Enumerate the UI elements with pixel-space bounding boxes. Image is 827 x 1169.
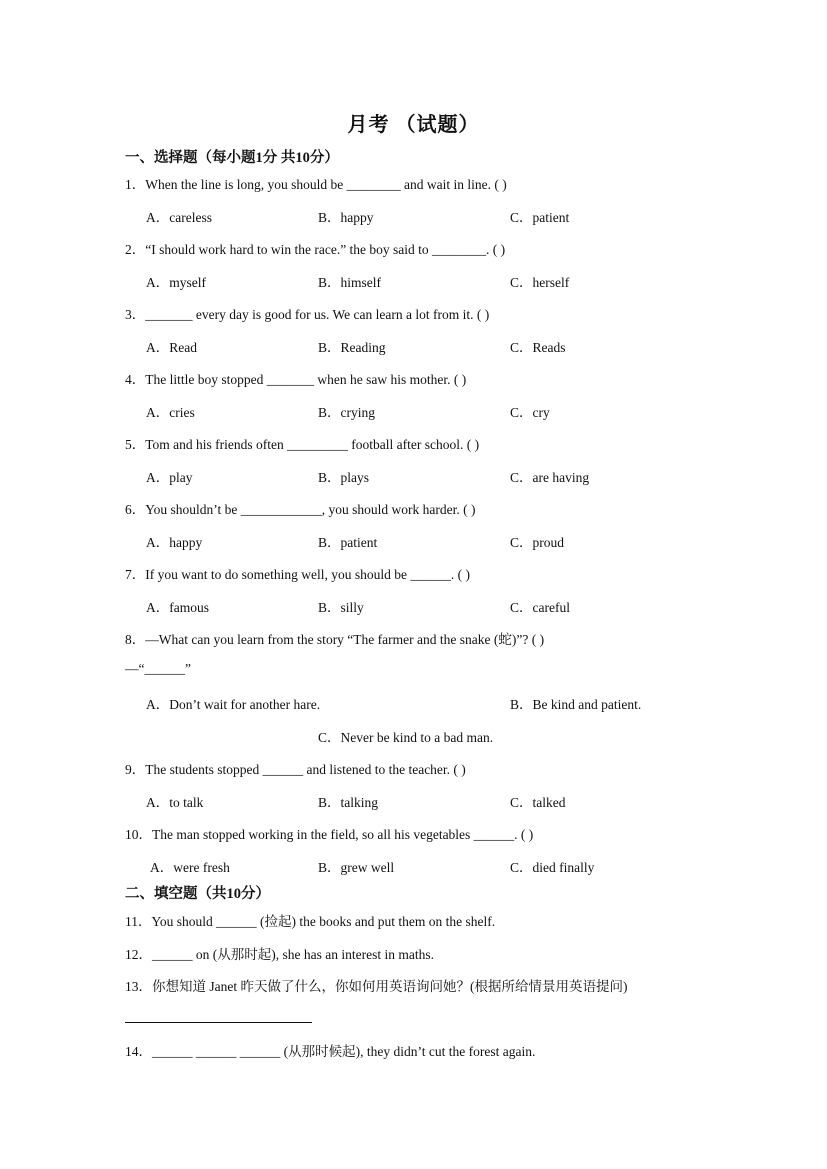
question-11: 11．You should ______ (捡起) the books and put them on the shelf. (125, 914, 496, 929)
q9-option-a: A．to talk (146, 795, 204, 810)
q4-option-b: B．crying (318, 405, 375, 420)
q5-option-a: A．play (146, 470, 193, 485)
q5-option-c: C．are having (510, 470, 590, 485)
q7-option-b: B．silly (318, 600, 364, 615)
q3-option-c: C．Reads (510, 340, 566, 355)
q4-option-c: C．cry (510, 405, 550, 420)
q2-option-b: B．himself (318, 275, 381, 290)
q6-option-a: A．happy (146, 535, 203, 550)
q7-option-a: A．famous (146, 600, 209, 615)
q1-option-b: B．happy (318, 210, 374, 225)
question-6: 6．You shouldn’t be ____________, you should work harder. ( ) (125, 502, 476, 517)
q3-option-a: A．Read (146, 340, 197, 355)
question-8-answer-line: —“______” (125, 661, 191, 676)
q3-option-b: B．Reading (318, 340, 386, 355)
question-8: 8．—What can you learn from the story “The farmer and the snake (蛇)”? ( ) (125, 632, 545, 647)
q9-option-c: C．talked (510, 795, 566, 810)
section-heading-fill: 二、填空题（共10分） (125, 886, 270, 902)
question-9: 9．The students stopped ______ and listened to the teacher. ( ) (125, 762, 466, 777)
q10-option-c: C．died finally (510, 860, 595, 875)
question-5: 5．Tom and his friends often _________ football after school. ( ) (125, 437, 480, 452)
question-14: 14．______ ______ ______ (从那时候起), they didn’t cut the forest again. (125, 1044, 536, 1059)
q2-option-c: C．herself (510, 275, 570, 290)
question-3: 3．_______ every day is good for us. We can learn a lot from it. ( ) (125, 307, 490, 322)
answer-blank-line (125, 1022, 312, 1023)
section-heading-choice: 一、选择题（每小题1分 共10分） (125, 150, 339, 166)
q9-option-b: B．talking (318, 795, 378, 810)
question-4: 4．The little boy stopped _______ when he saw his mother. ( ) (125, 372, 467, 387)
q4-option-a: A．cries (146, 405, 195, 420)
question-1: 1．When the line is long, you should be ________ and wait in line. ( ) (125, 177, 507, 192)
q1-option-a: A．careless (146, 210, 212, 225)
q8-option-c: C．Never be kind to a bad man. (318, 730, 494, 745)
question-13: 13．你想知道 Janet 昨天做了什么，你如何用英语询问她？(根据所给情景用英语提问) (125, 979, 628, 994)
q8-option-a: A．Don’t wait for another hare. (146, 697, 321, 712)
q1-option-c: C．patient (510, 210, 570, 225)
q6-option-b: B．patient (318, 535, 378, 550)
q7-option-c: C．careful (510, 600, 570, 615)
question-2: 2．“I should work hard to win the race.” the boy said to ________. ( ) (125, 242, 506, 257)
question-7: 7．If you want to do something well, you should be ______. ( ) (125, 567, 470, 582)
question-12: 12．______ on (从那时起), she has an interest in maths. (125, 947, 434, 962)
q10-option-b: B．grew well (318, 860, 395, 875)
q5-option-b: B．plays (318, 470, 370, 485)
q10-option-a: A．were fresh (150, 860, 230, 875)
q2-option-a: A．myself (146, 275, 206, 290)
q6-option-c: C．proud (510, 535, 564, 550)
q8-option-b: B．Be kind and patient. (510, 697, 642, 712)
page-title: 月考 （试题） (347, 114, 480, 136)
question-10: 10．The man stopped working in the field, so all his vegetables ______. ( ) (125, 827, 534, 842)
